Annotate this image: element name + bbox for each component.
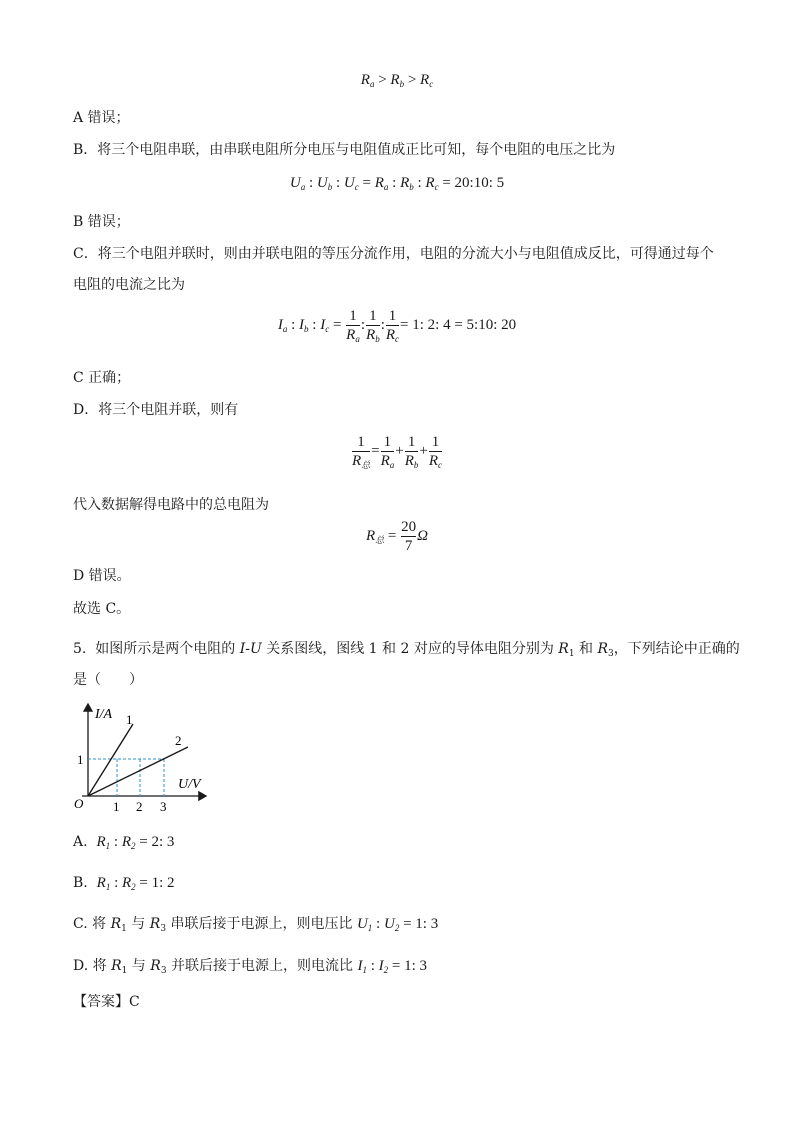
iu-graph [68,698,218,816]
line-1-label: 1 [126,712,133,727]
option-b-verdict: B 错误； [73,214,130,230]
option-a-verdict: A 错误； [73,110,130,126]
x-axis-label: U/V [178,777,201,792]
choice-statement: 故选 C。 [73,601,131,617]
x-tick-2: 2 [136,799,143,814]
substitution-text: 代入数据解得电路中的总电阻为 [73,497,269,513]
option-b-explanation: B．将三个电阻串联，由串联电阻所分电压与电阻值成正比可知，每个电阻的电压之比为 [73,142,616,158]
option-a: A. $R_1$ : $R_2 = 2$: 3 [73,834,175,851]
answer-tag: 【答案】C [73,994,140,1010]
line-2-label: 2 [175,733,182,748]
equation-voltage-ratio: $U_a$ : $U_b$ : $U_c = R_a$ : $R_b$ : $R_c$ = 20:10: 5 [289,175,505,192]
equation-total-resistance: $R_总$ = $\frac{20}{7}$ Ω [365,519,428,554]
option-d-verdict: D 错误。 [73,568,131,584]
option-d-explanation: D．将三个电阻并联，则有 [73,402,239,418]
option-b: B. $R_1$ : $R_2 = 1$: 2 [73,875,175,892]
y-axis-label: I/A [95,707,113,722]
x-tick-3: 3 [160,799,167,814]
option-c-verdict: C 正确； [73,370,131,386]
option-c-explanation-line1: C．将三个电阻并联时，则由并联电阻的等压分流作用，电阻的分流大小与电阻值成反比，可得通过每个 [73,246,714,262]
origin-label: O [74,796,84,811]
equation-resistance-order: $R_a > R_b > R_c$ [360,72,434,89]
y-tick-1: 1 [77,752,84,767]
equation-current-ratio: $I_a$ : $I_b$ : $I_c$ = $\frac{1}{R_a}$ : $\frac{1}{R_b}$ : $\frac{1}{R_c}$ = 1: 2: 4 = 5:10: 20 [277,308,517,344]
question-5-line2: 是（ ） [73,672,143,688]
option-c-explanation-line2: 电阻的电流之比为 [73,277,185,293]
option-d: D. 将 $R_1$ 与 $R_3$ 并联后接于电源上，则电流比 $I_1$ : $I_2 = 1$: 3 [73,958,428,976]
x-tick-1: 1 [113,799,120,814]
equation-parallel-resistance: $\frac{1}{R_总}$ = $\frac{1}{R_a}$ + $\frac{1}{R_b}$ + $\frac{1}{R_c}$ [351,434,443,470]
question-5-line1: 5. 如图所示是两个电阻的 I-U 关系图线，图线 1 和 2 对应的导体电阻分别为 $R_1$ 和 $R_3$，下列结论中正确的 [73,641,740,659]
option-c: C. 将 $R_1$ 与 $R_3$ 串联后接于电源上，则电压比 $U_1$ : $U_2 = 1$: 3 [73,916,439,934]
